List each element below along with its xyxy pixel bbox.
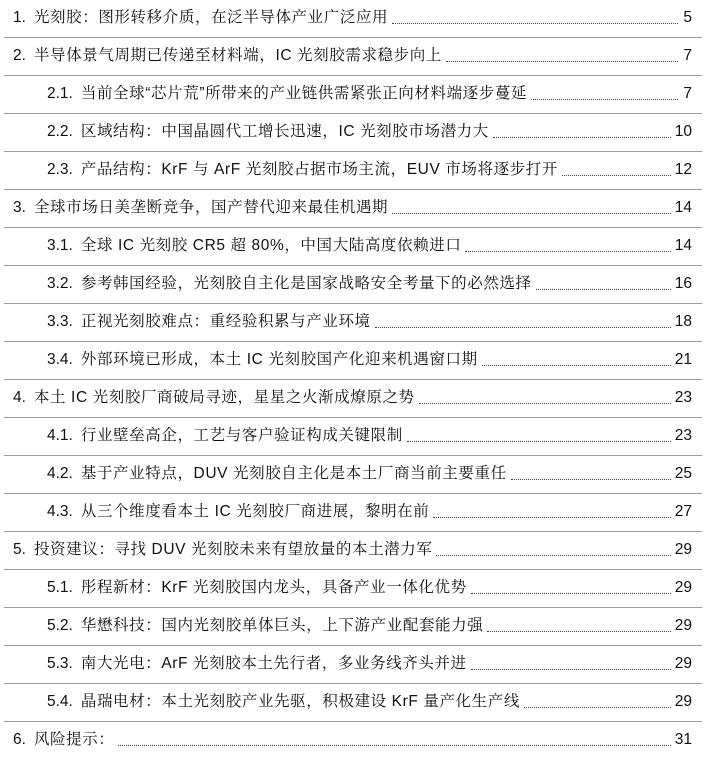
toc-number: 3.4. <box>47 351 73 368</box>
toc-title: 投资建议：寻找 DUV 光刻胶未来有望放量的本土潜力军 <box>33 541 433 558</box>
toc-title: 参考韩国经验，光刻胶自主化是国家战略安全考量下的必然选择 <box>80 275 532 292</box>
toc-entry-1[interactable] <box>0 0 706 38</box>
toc-entry-5-2[interactable] <box>0 608 706 646</box>
toc-page-number: 10 <box>674 123 692 140</box>
toc-title: 基于产业特点，DUV 光刻胶自主化是本土厂商当前主要重任 <box>80 465 507 482</box>
toc-entry-3-3[interactable] <box>0 304 706 342</box>
toc-title: 光刻胶：图形转移介质，在泛半导体产业广泛应用 <box>33 9 389 26</box>
toc-title: 本土 IC 光刻胶厂商破局寻迹，星星之火渐成燎原之势 <box>33 389 415 406</box>
toc-entry-4-2[interactable] <box>0 456 706 494</box>
dot-leader <box>471 668 671 670</box>
toc-entry-5-1[interactable] <box>0 570 706 608</box>
dot-leader <box>531 98 678 100</box>
toc-entry-3[interactable] <box>0 190 706 228</box>
toc-title: 全球市场日美垄断竞争，国产替代迎来最佳机遇期 <box>33 199 389 216</box>
toc-title: 风险提示： <box>33 731 115 748</box>
toc-page-number: 16 <box>674 275 692 292</box>
toc-number: 1. <box>13 9 26 26</box>
dot-leader <box>524 706 671 708</box>
dot-leader <box>433 516 670 518</box>
dot-leader <box>562 174 671 176</box>
dot-leader <box>446 60 678 62</box>
toc-title: 半导体景气周期已传递至材料端，IC 光刻胶需求稳步向上 <box>33 47 442 64</box>
toc-title: 全球 IC 光刻胶 CR5 超 80%，中国大陆高度依赖进口 <box>80 237 462 254</box>
toc-title: 当前全球“芯片荒”所带来的产业链供需紧张正向材料端逐步蔓延 <box>80 85 528 102</box>
toc-number: 3.1. <box>47 237 73 254</box>
toc-entry-2-1[interactable] <box>0 76 706 114</box>
toc-number: 2.1. <box>47 85 73 102</box>
toc-entry-3-4[interactable] <box>0 342 706 380</box>
dot-leader <box>511 478 671 480</box>
dot-leader <box>536 288 671 290</box>
dot-leader <box>493 136 671 138</box>
toc-page-number: 25 <box>674 465 692 482</box>
toc-number: 2. <box>13 47 26 64</box>
dot-leader <box>118 744 670 746</box>
toc-page-number: 21 <box>674 351 692 368</box>
toc-page-number: 27 <box>674 503 692 520</box>
dot-leader <box>487 630 670 632</box>
toc-title: 行业壁垒高企，工艺与客户验证构成关键限制 <box>80 427 403 444</box>
toc-number: 4. <box>13 389 26 406</box>
toc-entry-5[interactable] <box>0 532 706 570</box>
toc-number: 3.2. <box>47 275 73 292</box>
toc-title: 区域结构：中国晶圆代工增长迅速，IC 光刻胶市场潜力大 <box>80 123 489 140</box>
toc-page-number: 29 <box>674 655 692 672</box>
toc-number: 4.1. <box>47 427 73 444</box>
toc-page-number: 7 <box>683 85 692 102</box>
toc-title: 外部环境已形成，本土 IC 光刻胶国产化迎来机遇窗口期 <box>80 351 478 368</box>
dot-leader <box>392 22 678 24</box>
toc-page-number: 29 <box>674 617 692 634</box>
toc-page-number: 7 <box>683 47 692 64</box>
toc-number: 2.2. <box>47 123 73 140</box>
toc-title: 从三个维度看本土 IC 光刻胶厂商进展，黎明在前 <box>80 503 430 520</box>
toc-page-number: 29 <box>674 693 692 710</box>
toc-number: 3. <box>13 199 26 216</box>
toc-page-number: 29 <box>674 579 692 596</box>
toc-entry-3-2[interactable] <box>0 266 706 304</box>
toc-title: 华懋科技：国内光刻胶单体巨头，上下游产业配套能力强 <box>80 617 484 634</box>
toc-entry-4[interactable] <box>0 380 706 418</box>
toc-page-number: 23 <box>674 389 692 406</box>
toc-entry-2-3[interactable] <box>0 152 706 190</box>
toc-title: 正视光刻胶难点：重经验积累与产业环境 <box>80 313 371 330</box>
toc-entry-4-1[interactable] <box>0 418 706 456</box>
toc-title: 南大光电：ArF 光刻胶本土先行者，多业务线齐头并进 <box>80 655 467 672</box>
toc-page-number: 14 <box>674 237 692 254</box>
dot-leader <box>465 250 670 252</box>
toc-page-number: 18 <box>674 313 692 330</box>
toc-entry-6[interactable] <box>0 722 706 760</box>
dot-leader <box>407 440 671 442</box>
dot-leader <box>436 554 670 556</box>
toc-title: 产品结构：KrF 与 ArF 光刻胶占据市场主流，EUV 市场将逐步打开 <box>80 161 558 178</box>
toc-number: 5.2. <box>47 617 73 634</box>
toc-entry-5-4[interactable] <box>0 684 706 722</box>
toc-number: 5.4. <box>47 693 73 710</box>
toc-page-number: 5 <box>683 9 692 26</box>
dot-leader <box>375 326 671 328</box>
toc-entry-3-1[interactable] <box>0 228 706 266</box>
toc-page-number: 29 <box>674 541 692 558</box>
toc-entry-5-3[interactable] <box>0 646 706 684</box>
dot-leader <box>392 212 671 214</box>
toc-title: 彤程新材：KrF 光刻胶国内龙头，具备产业一体化优势 <box>80 579 467 596</box>
toc-page-number: 14 <box>674 199 692 216</box>
toc-number: 5.3. <box>47 655 73 672</box>
toc-page-number: 31 <box>674 731 692 748</box>
dot-leader <box>471 592 671 594</box>
toc-number: 4.3. <box>47 503 73 520</box>
toc-title: 晶瑞电材：本土光刻胶产业先驱，积极建设 KrF 量产化生产线 <box>80 693 520 710</box>
toc-entry-2-2[interactable] <box>0 114 706 152</box>
toc-number: 3.3. <box>47 313 73 330</box>
dot-leader <box>419 402 671 404</box>
toc-entry-2[interactable] <box>0 38 706 76</box>
toc-page-number: 23 <box>674 427 692 444</box>
toc-number: 5.1. <box>47 579 73 596</box>
toc-entry-4-3[interactable] <box>0 494 706 532</box>
toc-number: 5. <box>13 541 26 558</box>
dot-leader <box>482 364 671 366</box>
toc-page-number: 12 <box>674 161 692 178</box>
toc-number: 2.3. <box>47 161 73 178</box>
toc-number: 6. <box>13 731 26 748</box>
toc-number: 4.2. <box>47 465 73 482</box>
